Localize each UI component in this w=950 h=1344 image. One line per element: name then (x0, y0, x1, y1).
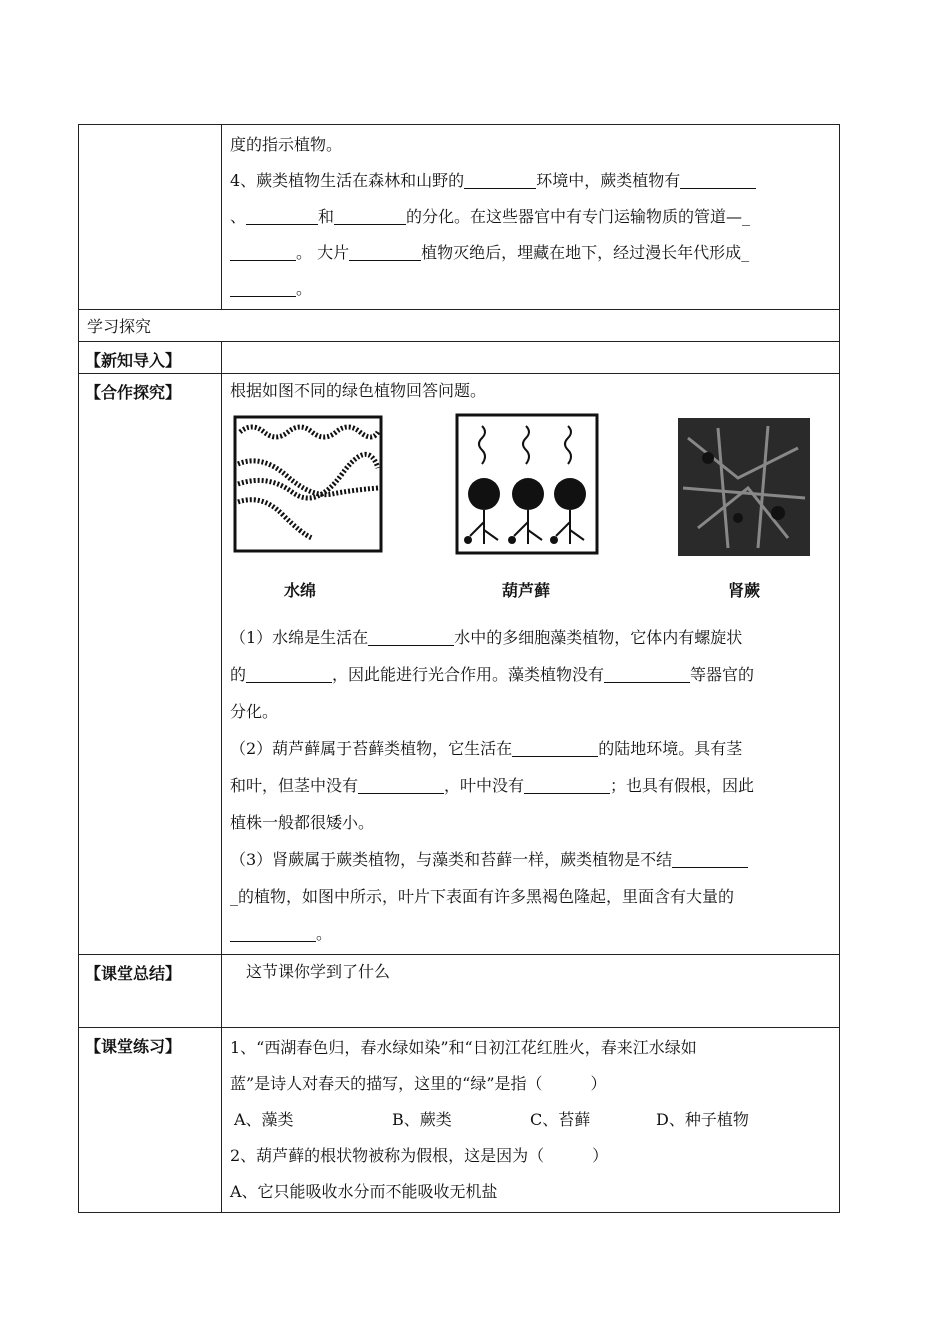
blank[interactable] (524, 775, 610, 794)
worksheet-table (78, 124, 840, 1213)
spirogyra-illustration (232, 414, 384, 554)
row-q4 (79, 125, 840, 310)
practice-q1-line1: 1、“西湖春色归，春水绿如染”和“日初江花红胜火，春来江水绿如 (230, 1038, 697, 1057)
section-title: 学习探究 (79, 310, 840, 342)
row-q4-content (222, 125, 840, 310)
q4-line3: 。 大片 植物灭绝后，埋藏在地下，经过漫长年代形成_ (230, 235, 831, 271)
blank[interactable] (464, 170, 536, 189)
cooperative-content (222, 374, 840, 955)
q4-line4: 。 (230, 271, 831, 307)
blank[interactable] (604, 664, 690, 683)
fern-illustration (678, 418, 810, 556)
row-section (79, 310, 840, 342)
figure-caption-moss: 葫芦藓 (502, 581, 551, 600)
option-b[interactable]: B、蕨类 (392, 1110, 452, 1129)
practice-content (222, 1028, 840, 1213)
q1-line2: 的 ，因此能进行光合作用。藻类植物没有 等器官的 (230, 665, 755, 684)
q4-line2: 、 和 的分化。在这些器官中有专门运输物质的管道—_ (230, 207, 751, 226)
plant-figure (230, 412, 831, 617)
q1-line3: 分化。 (230, 702, 279, 721)
figure-caption-fern: 肾蕨 (728, 581, 761, 600)
summary-label: 【课堂总结】 (79, 955, 222, 1028)
blank[interactable] (246, 664, 332, 683)
moss-illustration (454, 412, 600, 556)
q3-line2: _的植物，如图中所示，叶片下表面有许多黑褐色隆起，里面含有大量的 (230, 887, 735, 906)
blank[interactable] (512, 738, 598, 757)
q4-line1: 4、蕨类植物生活在森林和山野的 环境中，蕨类植物有 (230, 163, 831, 199)
option-d[interactable]: D、种子植物 (656, 1110, 749, 1129)
blank[interactable] (230, 923, 316, 942)
text-line: 度的指示植物。 (230, 135, 343, 154)
row-q4-label (79, 125, 222, 310)
practice-q2-option-a[interactable]: A、它只能吸收水分而不能吸收无机盐 (230, 1182, 498, 1201)
practice-q1-options (230, 1102, 831, 1138)
q1-line1: （1）水绵是生活在 水中的多细胞藻类植物，它体内有螺旋状 (230, 628, 743, 647)
practice-q2-line1: 2、葫芦藓的根状物被称为假根，这是因为（ ） (230, 1146, 609, 1165)
row-cooperative (79, 374, 840, 955)
option-c[interactable]: C、苔藓 (530, 1110, 591, 1129)
summary-text: 这节课你学到了什么 (246, 962, 391, 981)
summary-content[interactable] (222, 955, 840, 1028)
row-summary (79, 955, 840, 1028)
q2-line1: （2）葫芦藓属于苔藓类植物，它生活在 的陆地环境。具有茎 (230, 739, 743, 758)
blank[interactable] (246, 206, 318, 225)
blank[interactable] (334, 206, 406, 225)
q2-line2: 和叶，但茎中没有 ，叶中没有 ；也具有假根，因此 (230, 776, 755, 795)
row-new-intro (79, 342, 840, 374)
practice-q1-line2: 蓝”是诗人对春天的描写，这里的“绿”是指（ ） (230, 1074, 607, 1093)
new-intro-label: 【新知导入】 (79, 342, 222, 374)
blank[interactable] (680, 170, 756, 189)
blank[interactable] (230, 278, 296, 297)
option-a[interactable]: A、藻类 (234, 1110, 294, 1129)
practice-label: 【课堂练习】 (79, 1028, 222, 1213)
q3-line1: （3）肾蕨属于蕨类植物，与藻类和苔藓一样，蕨类植物是不结 (230, 841, 831, 878)
q2-line3: 植株一般都很矮小。 (230, 813, 375, 832)
new-intro-content[interactable] (222, 342, 840, 374)
cooperative-intro: 根据如图不同的绿色植物回答问题。 (230, 381, 487, 400)
row-practice (79, 1028, 840, 1213)
cooperative-label: 【合作探究】 (79, 374, 222, 955)
figure-caption-spirogyra: 水绵 (284, 581, 317, 600)
blank[interactable] (672, 849, 748, 868)
blank[interactable] (358, 775, 444, 794)
blank[interactable] (368, 627, 454, 646)
blank[interactable] (349, 242, 421, 261)
q3-line3: 。 (230, 915, 831, 952)
blank[interactable] (230, 242, 296, 261)
